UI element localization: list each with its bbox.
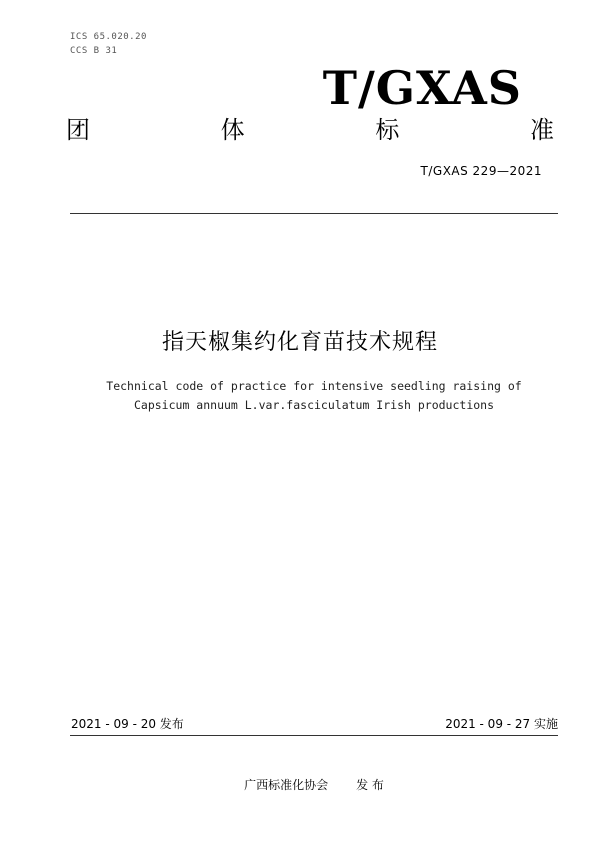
ccs-code: CCS B 31 [70, 46, 118, 56]
ics-code: ICS 65.020.20 [70, 32, 147, 42]
standard-type-char: 标 [375, 116, 400, 144]
org-code-logo: T/GXAS [322, 61, 522, 115]
document-title-chinese: 指天椒集约化育苗技术规程 [161, 330, 438, 355]
standard-type-char: 团 [66, 116, 90, 144]
standard-type [66, 115, 554, 145]
publish-date: 2021 - 09 - 20 发布 [71, 717, 184, 731]
issuer-name: 广西标准化协会 [244, 778, 329, 792]
footer-divider [70, 735, 558, 736]
standard-type-char: 体 [220, 116, 245, 144]
english-title-line: Technical code of practice for intensive seedling raising of [106, 379, 522, 393]
header-divider [70, 213, 558, 214]
issuer-action: 发 布 [356, 778, 384, 792]
standard-type-char: 准 [529, 116, 554, 144]
issuer-line [0, 776, 600, 794]
implement-date: 2021 - 09 - 27 实施 [445, 717, 558, 731]
english-title-line: Capsicum annuum L.var.fasciculatum Irish productions [133, 398, 495, 412]
document-title-english [0, 377, 600, 415]
classification-codes [70, 30, 147, 58]
standard-number: T/GXAS 229—2021 [420, 164, 542, 178]
